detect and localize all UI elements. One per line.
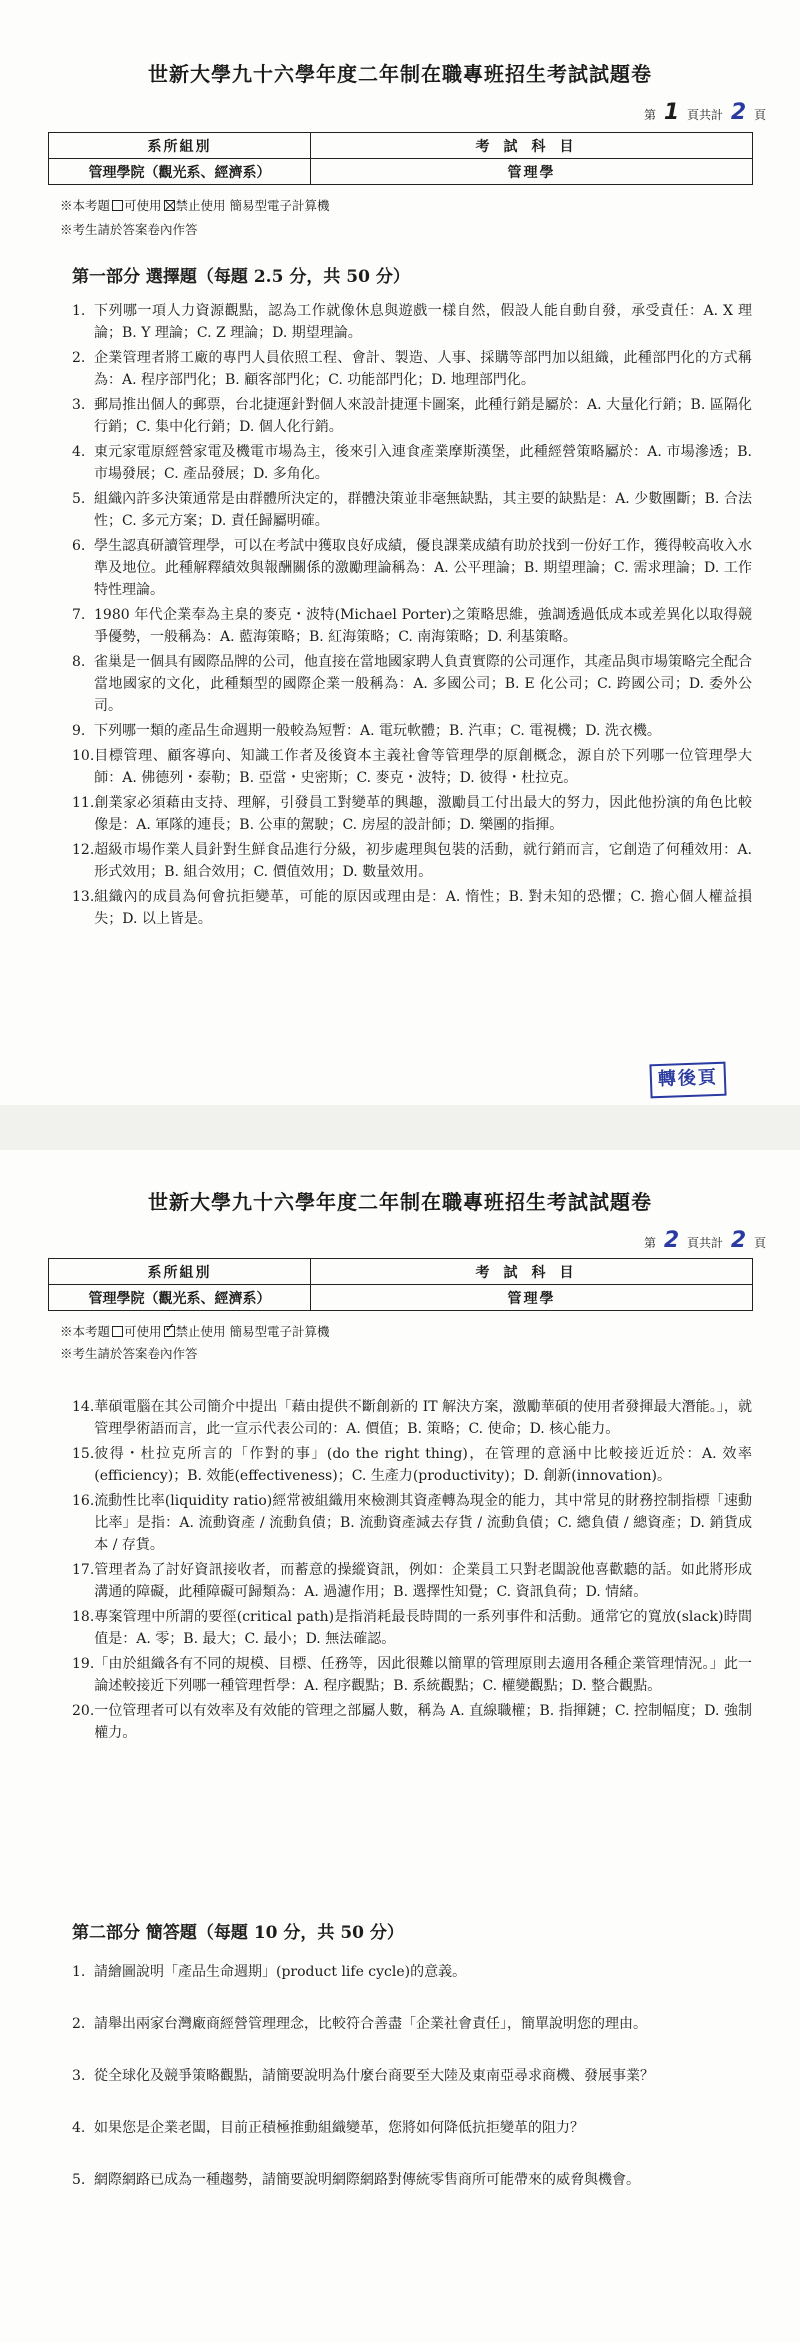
page-mid: 頁共計 [687, 108, 724, 122]
calc-suffix: 簡易型電子計算機 [229, 1324, 330, 1339]
question-number: 9. [72, 723, 86, 739]
page-prefix: 第 [644, 108, 657, 122]
question-number: 15. [72, 1446, 95, 1462]
question-item [72, 604, 752, 648]
question-list [72, 300, 752, 933]
question-number: 8. [72, 654, 86, 670]
question-text: 創業家必須藉由支持、理解，引發員工對變革的興趣，激勵員工付出最大的努力，因此他扮演的角色比較像是：A. 軍隊的連長；B. 公車的駕駛；C. 房屋的設計師；D. 樂團的指揮。 [94, 795, 752, 833]
page-current: 2 [663, 1228, 680, 1253]
question-text: 如果您是企業老闆，目前正積極推動組織變革，您將如何降低抗拒變革的阻力？ [94, 2120, 584, 2136]
question-number: 17. [72, 1562, 95, 1578]
question-text: 管理者為了討好資訊接收者，而蓄意的操縱資訊，例如：企業員工只對老闆說他喜歡聽的話。如此將形成溝通的障礙，此種障礙可歸類為：A. 過濾作用；B. 選擇性知覺；C. 資訊負荷；D. 情緒。 [94, 1562, 752, 1600]
department-value: 管理學院（觀光系、經濟系） [49, 159, 311, 185]
question-number: 3. [72, 2068, 86, 2084]
question-item [72, 1700, 752, 1744]
question-item [72, 441, 752, 485]
short-answer-list [72, 1960, 752, 2220]
question-number: 16. [72, 1493, 95, 1509]
question-item [72, 1443, 752, 1487]
question-number: 14. [72, 1399, 95, 1415]
question-text: 下列哪一項人力資源觀點，認為工作就像休息與遊戲一樣自然，假設人能自動自發，承受責任：A. X 理論；B. Y 理論；C. Z 理論；D. 期望理論。 [94, 303, 752, 341]
question-item [72, 394, 752, 438]
question-number: 1. [72, 1964, 86, 1980]
exam-header-table [48, 1258, 753, 1311]
question-number: 7. [72, 607, 86, 623]
next-page-stamp: 轉後頁 [649, 1062, 726, 1099]
question-text: 流動性比率(liquidity ratio)經常被組織用來檢測其資產轉為現金的能力，其中常見的財務控制指標「速動比率」是指：A. 流動資產 / 流動負債；B. 流動資產減去存貨 / 流動負債；C. 總負債 / 總資產；D. 銷貨成本 / 存貨。 [94, 1493, 752, 1553]
question-number: 18. [72, 1609, 95, 1625]
page-prefix: 第 [644, 1236, 657, 1250]
short-answer-item [72, 2168, 752, 2192]
question-text: 組織內許多決策通常是由群體所決定的，群體決策並非毫無缺點，其主要的缺點是：A. 少數團斷；B. 合法性；C. 多元方案；D. 責任歸屬明確。 [94, 491, 752, 529]
question-number: 2. [72, 2016, 86, 2032]
question-number: 11. [72, 795, 95, 811]
question-item [72, 1490, 752, 1556]
question-text: 超級市場作業人員針對生鮮食品進行分級，初步處理與包裝的活動，就行銷而言，它創造了何種效用：A. 形式效用；B. 組合效用；C. 價值效用；D. 數量效用。 [94, 842, 752, 880]
page-mid: 頁共計 [687, 1236, 724, 1250]
question-item [72, 720, 752, 742]
question-number: 2. [72, 350, 86, 366]
question-number: 5. [72, 491, 86, 507]
short-answer-item [72, 2012, 752, 2036]
question-item [72, 300, 752, 344]
question-text: 一位管理者可以有效率及有效能的管理之部屬人數，稱為 A. 直線職權；B. 指揮鏈；C. 控制幅度；D. 強制權力。 [94, 1703, 752, 1741]
calc-allow: 可使用 [124, 1324, 162, 1339]
question-number: 10. [72, 748, 95, 764]
page-number [644, 100, 766, 125]
question-text: 企業管理者將工廠的專門人員依照工程、會計、製造、人事、採購等部門加以組織，此種部門化的方式稱為：A. 程序部門化；B. 顧客部門化；C. 功能部門化；D. 地理部門化。 [94, 350, 752, 388]
department-label: 系所組別 [49, 1259, 311, 1285]
page-suffix: 頁 [753, 108, 766, 122]
checked-box-icon [164, 1326, 175, 1337]
calc-deny: 禁止使用 [175, 1324, 226, 1339]
calc-suffix: 簡易型電子計算機 [229, 198, 330, 213]
question-text: 華碩電腦在其公司簡介中提出「藉由提供不斷創新的 IT 解決方案，激勵華碩的使用者發揮最大潛能。」，就管理學術語而言，此一宣示代表公司的：A. 價值；B. 策略；C. 使命；D. 核心能力。 [94, 1399, 752, 1437]
question-number: 4. [72, 444, 86, 460]
subject-value: 管理學 [311, 159, 753, 185]
question-item [72, 1396, 752, 1440]
section-title: 第二部分 簡答題（每題 10 分，共 50 分） [72, 1923, 404, 1943]
short-answer-item [72, 2064, 752, 2088]
page-total: 2 [730, 1228, 747, 1253]
question-text: 學生認真研讀管理學，可以在考試中獲取良好成績，優良課業成績有助於找到一份好工作，獲得較高收入水準及地位。此種解釋績效與報酬關係的激勵理論稱為：A. 公平理論；B. 期望理論；C. 需求理論；D. 工作特性理論。 [94, 538, 752, 598]
question-text: 請舉出兩家台灣廠商經營管理理念，比較符合善盡「企業社會責任」，簡單說明您的理由。 [94, 2016, 647, 2032]
department-value: 管理學院（觀光系、經濟系） [49, 1285, 311, 1311]
checkbox-icon [112, 200, 123, 211]
question-item [72, 745, 752, 789]
question-number: 5. [72, 2172, 86, 2188]
question-text: 專案管理中所謂的要徑(critical path)是指消耗最長時間的一系列事件和活動。通常它的寬放(slack)時間值是：A. 零；B. 最大；C. 最小；D. 無法確認。 [94, 1609, 752, 1647]
question-text: 下列哪一類的產品生命週期一般較為短暫：A. 電玩軟體；B. 汽車；C. 電視機；D. 洗衣機。 [94, 723, 661, 739]
subject-label: 考試科目 [311, 133, 753, 159]
subject-label: 考試科目 [311, 1259, 753, 1285]
checkbox-icon [112, 1326, 123, 1337]
page-title: 世新大學九十六學年度二年制在職專班招生考試試題卷 [148, 1190, 652, 1214]
question-item [72, 1559, 752, 1603]
page-number [644, 1228, 766, 1253]
question-item [72, 651, 752, 717]
question-text: 1980 年代企業奉為主臬的麥克・波特(Michael Porter)之策略思維，強調透過低成本或差異化以取得競爭優勢，一般稱為：A. 藍海策略；B. 紅海策略；C. 南海策略；D. 利基策略。 [94, 607, 752, 645]
page-gap [0, 1105, 800, 1150]
question-text: 東元家電原經營家電及機電市場為主，後來引入連食產業摩斯漢堡，此種經營策略屬於：A. 市場滲透；B. 市場發展；C. 產品發展；D. 多角化。 [94, 444, 752, 482]
calc-allow: 可使用 [124, 198, 162, 213]
page-current: 1 [663, 100, 680, 125]
question-item [72, 1653, 752, 1697]
page-title: 世新大學九十六學年度二年制在職專班招生考試試題卷 [148, 62, 652, 86]
question-text: 請繪圖說明「產品生命週期」(product life cycle)的意義。 [94, 1964, 467, 1980]
answer-note: ※考生請於答案卷內作答 [60, 222, 198, 237]
question-item [72, 839, 752, 883]
question-text: 網際網路已成為一種趨勢，請簡要說明網際網路對傳統零售商所可能帶來的威脅與機會。 [94, 2172, 640, 2188]
question-text: 雀巢是一個具有國際品牌的公司，他直接在當地國家聘人負責實際的公司運作，其產品與市場策略完全配合當地國家的文化，此種類型的國際企業一般稱為：A. 多國公司；B. E 化公司；C. 跨國公司；D. 委外公司。 [94, 654, 752, 714]
subject-value: 管理學 [311, 1285, 753, 1311]
question-number: 12. [72, 842, 95, 858]
exam-header-table [48, 132, 753, 185]
calc-deny: 禁止使用 [175, 198, 226, 213]
question-text: 組織內的成員為何會抗拒變革，可能的原因或理由是：A. 惰性；B. 對未知的恐懼；C. 擔心個人權益損失；D. 以上皆是。 [94, 889, 752, 927]
exam-page-2 [0, 1150, 800, 2342]
question-number: 20. [72, 1703, 95, 1719]
question-number: 4. [72, 2120, 86, 2136]
question-number: 3. [72, 397, 86, 413]
section-title: 第一部分 選擇題（每題 2.5 分，共 50 分） [72, 267, 410, 287]
question-item [72, 535, 752, 601]
calc-prefix: ※本考題 [60, 1324, 111, 1339]
calculator-note [60, 196, 330, 214]
question-text: 從全球化及競爭策略觀點，請簡要說明為什麼台商要至大陸及東南亞尋求商機、發展事業？ [94, 2068, 654, 2084]
checked-box-icon [164, 200, 175, 211]
question-item [72, 347, 752, 391]
question-text: 「由於組織各有不同的規模、目標、任務等，因此很難以簡單的管理原則去適用各種企業管理情況。」此一論述較接近下列哪一種管理哲學：A. 程序觀點；B. 系統觀點；C. 權變觀點；D. 整合觀點。 [94, 1656, 752, 1694]
question-list [72, 1396, 752, 1747]
calc-prefix: ※本考題 [60, 198, 111, 213]
question-text: 彼得・杜拉克所言的「作對的事」(do the right thing)，在管理的意涵中比較接近近於：A. 效率(efficiency)；B. 效能(effectiveness)；C. 生產力(productivity)；D. 創新(innovation)。 [94, 1446, 752, 1484]
question-number: 6. [72, 538, 86, 554]
question-text: 目標管理、顧客導向、知識工作者及後資本主義社會等管理學的原創概念，源自於下列哪一位管理學大師：A. 佛德列・泰勒；B. 亞當・史密斯；C. 麥克・波特；D. 彼得・杜拉克。 [94, 748, 752, 786]
question-number: 19. [72, 1656, 95, 1672]
calculator-note [60, 1322, 330, 1340]
question-item [72, 886, 752, 930]
question-number: 13. [72, 889, 95, 905]
question-item [72, 792, 752, 836]
exam-page-1 [0, 0, 800, 1105]
page-total: 2 [730, 100, 747, 125]
question-item [72, 1606, 752, 1650]
answer-note: ※考生請於答案卷內作答 [60, 1346, 198, 1361]
page-suffix: 頁 [753, 1236, 766, 1250]
question-item [72, 488, 752, 532]
question-number: 1. [72, 303, 86, 319]
short-answer-item [72, 1960, 752, 1984]
department-label: 系所組別 [49, 133, 311, 159]
short-answer-item [72, 2116, 752, 2140]
question-text: 郵局推出個人的郵票，台北捷運針對個人來設計捷運卡圖案，此種行銷是屬於：A. 大量化行銷；B. 區隔化行銷；C. 集中化行銷；D. 個人化行銷。 [94, 397, 752, 435]
